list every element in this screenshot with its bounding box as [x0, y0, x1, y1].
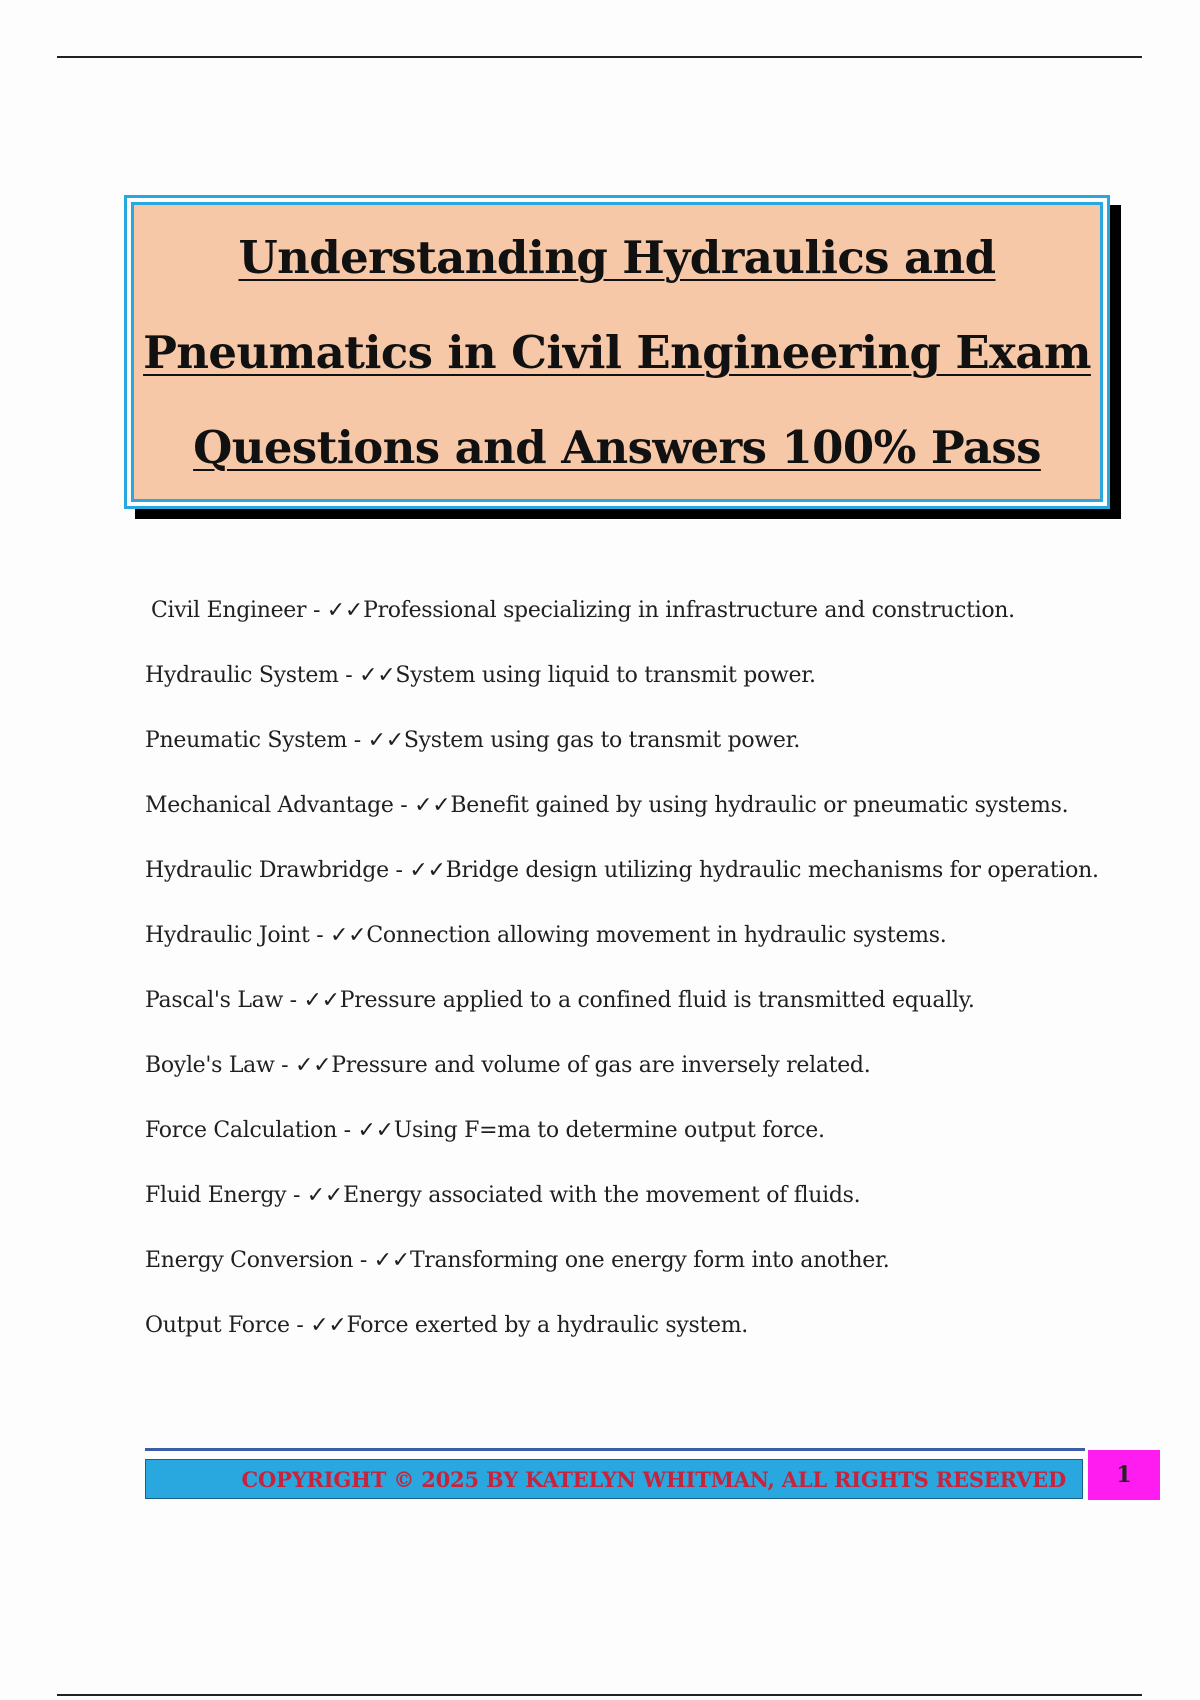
qa-term: Output Force	[145, 1313, 290, 1338]
bottom-rule	[57, 1694, 1142, 1696]
qa-item: Fluid Energy - ✓✓Energy associated with the movement of fluids.	[145, 1183, 861, 1208]
qa-term: Hydraulic System	[145, 663, 339, 688]
qa-term: Force Calculation	[145, 1118, 337, 1143]
double-check-icon: ✓✓	[303, 988, 340, 1013]
qa-item: Force Calculation - ✓✓Using F=ma to determine output force.	[145, 1118, 825, 1143]
page-number: 1	[1088, 1450, 1160, 1500]
qa-item: Hydraulic System - ✓✓System using liquid to transmit power.	[145, 663, 816, 688]
double-check-icon: ✓✓	[409, 858, 446, 883]
double-check-icon: ✓✓	[367, 728, 404, 753]
footer-bar	[145, 1448, 1085, 1503]
footer-divider	[145, 1448, 1085, 1451]
title-line-2: Pneumatics in Civil Engineering Exam	[143, 325, 1091, 379]
qa-term: Fluid Energy	[145, 1183, 287, 1208]
double-check-icon: ✓✓	[330, 923, 367, 948]
qa-item: Civil Engineer - ✓✓Professional specializing in infrastructure and construction.	[151, 598, 1015, 623]
qa-item: Output Force - ✓✓Force exerted by a hydraulic system.	[145, 1313, 748, 1338]
qa-definition: Bridge design utilizing hydraulic mechanisms for operation.	[445, 858, 1099, 883]
double-check-icon: ✓✓	[359, 663, 396, 688]
qa-term: Pneumatic System	[145, 728, 348, 753]
qa-item: Mechanical Advantage - ✓✓Benefit gained by using hydraulic or pneumatic systems.	[145, 793, 1069, 818]
qa-term: Civil Engineer	[151, 598, 307, 623]
qa-term: Pascal's Law	[145, 988, 283, 1013]
double-check-icon: ✓✓	[326, 598, 364, 623]
qa-definition: System using liquid to transmit power.	[395, 663, 816, 688]
double-check-icon: ✓✓	[357, 1118, 394, 1143]
qa-item: Pneumatic System - ✓✓System using gas to transmit power.	[145, 728, 801, 753]
double-check-icon: ✓✓	[414, 793, 451, 818]
qa-definition: Transforming one energy form into another.	[409, 1248, 890, 1273]
copyright-text: COPYRIGHT © 2025 BY KATELYN WHITMAN, ALL RIGHTS RESERVED	[241, 1466, 1066, 1492]
qa-item: Energy Conversion - ✓✓Transforming one energy form into another.	[145, 1248, 890, 1273]
qa-term: Hydraulic Drawbridge	[145, 858, 389, 883]
qa-item: Hydraulic Joint - ✓✓Connection allowing movement in hydraulic systems.	[145, 923, 947, 948]
qa-term: Hydraulic Joint	[145, 923, 310, 948]
double-check-icon: ✓✓	[295, 1053, 332, 1078]
qa-term: Boyle's Law	[145, 1053, 275, 1078]
footer-band	[145, 1459, 1083, 1499]
qa-definition: Connection allowing movement in hydraulic systems.	[366, 923, 947, 948]
title-line-1: Understanding Hydraulics and	[238, 230, 996, 284]
double-check-icon: ✓✓	[310, 1313, 347, 1338]
qa-definition: Benefit gained by using hydraulic or pneumatic systems.	[450, 793, 1069, 818]
double-check-icon: ✓✓	[373, 1248, 410, 1273]
qa-definition: Using F=ma to determine output force.	[393, 1118, 825, 1143]
double-check-icon: ✓✓	[306, 1183, 344, 1208]
qa-definition: Force exerted by a hydraulic system.	[346, 1313, 748, 1338]
top-rule	[57, 56, 1142, 58]
qa-term: Energy Conversion	[145, 1248, 354, 1273]
qa-definition: System using gas to transmit power.	[403, 728, 801, 753]
qa-item: Hydraulic Drawbridge - ✓✓Bridge design utilizing hydraulic mechanisms for operation.	[145, 858, 1099, 883]
qa-definition: Pressure and volume of gas are inversely related.	[331, 1053, 871, 1078]
qa-definition: Professional specializing in infrastructure and construction.	[363, 598, 1015, 623]
qa-term: Mechanical Advantage	[145, 793, 394, 818]
title-box	[124, 195, 1110, 509]
qa-definition: Pressure applied to a confined fluid is transmitted equally.	[339, 988, 975, 1013]
qa-item: Pascal's Law - ✓✓Pressure applied to a confined fluid is transmitted equally.	[145, 988, 975, 1013]
qa-list	[145, 588, 1105, 1368]
title-box-inner	[131, 202, 1103, 502]
title-line-3: Questions and Answers 100% Pass	[193, 420, 1041, 474]
qa-definition: Energy associated with the movement of fluids.	[343, 1183, 861, 1208]
qa-item: Boyle's Law - ✓✓Pressure and volume of gas are inversely related.	[145, 1053, 871, 1078]
